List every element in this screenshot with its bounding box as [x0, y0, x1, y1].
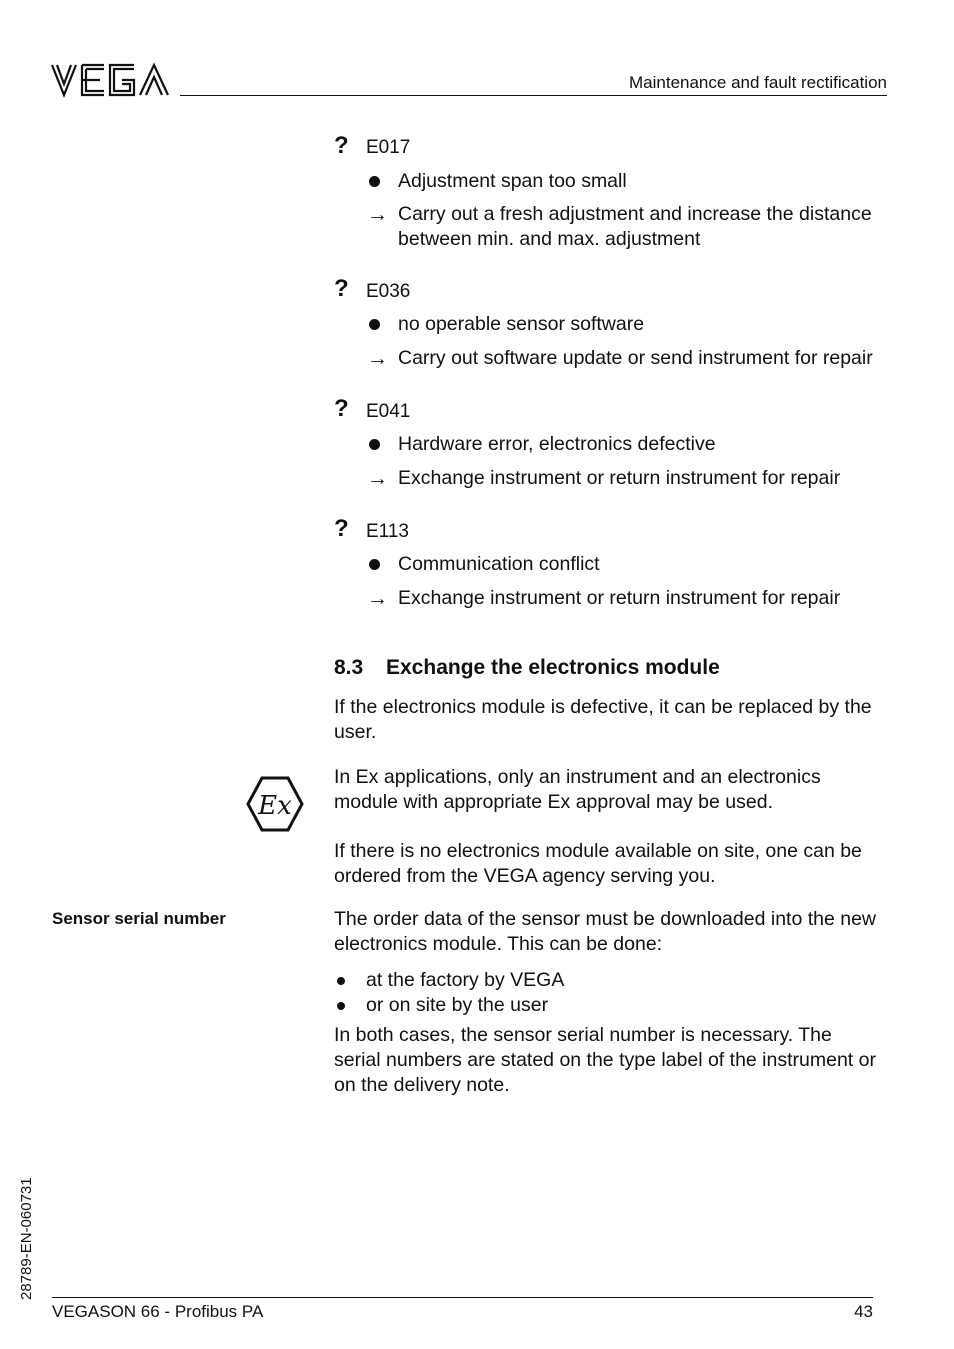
error-cause: no operable sensor software: [398, 313, 645, 335]
question-icon: ?: [334, 132, 349, 159]
error-code: E113: [366, 521, 409, 542]
vega-logo: [50, 62, 170, 98]
ex-icon: [246, 776, 304, 832]
paragraph: In both cases, the sensor serial number is necessary. The: [334, 1024, 832, 1046]
document-id: 28789-EN-060731: [18, 1177, 35, 1300]
bullet-icon: [337, 1002, 345, 1010]
arrow-right-icon: →: [367, 203, 388, 226]
error-cause: Hardware error, electronics defective: [398, 433, 716, 455]
paragraph: user.: [334, 721, 377, 743]
bullet-icon: [369, 559, 380, 570]
error-remedy: Carry out a fresh adjustment and increase the distance: [398, 203, 872, 225]
bullet-icon: [369, 176, 380, 187]
paragraph: In Ex applications, only an instrument and an electronics: [334, 766, 821, 788]
bullet-icon: [369, 439, 380, 450]
question-icon: ?: [334, 395, 349, 422]
error-remedy: Exchange instrument or return instrument for repair: [398, 467, 841, 489]
error-cause: Adjustment span too small: [398, 170, 627, 192]
header-title: Maintenance and fault rectification: [629, 73, 887, 92]
header-rule: [180, 95, 887, 96]
question-icon: ?: [334, 515, 349, 542]
list-item: at the factory by VEGA: [366, 969, 565, 991]
error-remedy: Exchange instrument or return instrument for repair: [398, 587, 841, 609]
side-label: Sensor serial number: [52, 909, 226, 928]
section-title: Exchange the electronics module: [386, 656, 720, 679]
footer-rule: [52, 1297, 873, 1298]
error-cause: Communication conflict: [398, 553, 600, 575]
paragraph: ordered from the VEGA agency serving you.: [334, 865, 716, 887]
footer-product: VEGASON 66 - Profibus PA: [52, 1302, 264, 1321]
error-remedy-cont: between min. and max. adjustment: [398, 228, 701, 250]
list-item: or on site by the user: [366, 994, 549, 1016]
paragraph: If the electronics module is defective, it can be replaced by the: [334, 696, 872, 718]
paragraph: If there is no electronics module available on site, one can be: [334, 840, 862, 862]
error-code: E041: [366, 401, 411, 422]
arrow-right-icon: →: [367, 347, 388, 370]
paragraph: The order data of the sensor must be downloaded into the new: [334, 908, 877, 930]
arrow-right-icon: →: [367, 587, 388, 610]
paragraph: on the delivery note.: [334, 1074, 510, 1096]
paragraph: module with appropriate Ex approval may be used.: [334, 791, 773, 813]
error-code: E017: [366, 137, 411, 158]
arrow-right-icon: →: [367, 467, 388, 490]
page-number: 43: [854, 1302, 873, 1321]
error-code: E036: [366, 281, 411, 302]
paragraph: serial numbers are stated on the type label of the instrument or: [334, 1049, 876, 1071]
section-number: 8.3: [334, 656, 364, 679]
bullet-icon: [369, 319, 380, 330]
bullet-icon: [337, 977, 345, 985]
question-icon: ?: [334, 275, 349, 302]
paragraph: electronics module. This can be done:: [334, 933, 663, 955]
error-remedy: Carry out software update or send instrument for repair: [398, 347, 873, 369]
svg-text:Ex: Ex: [258, 791, 292, 821]
